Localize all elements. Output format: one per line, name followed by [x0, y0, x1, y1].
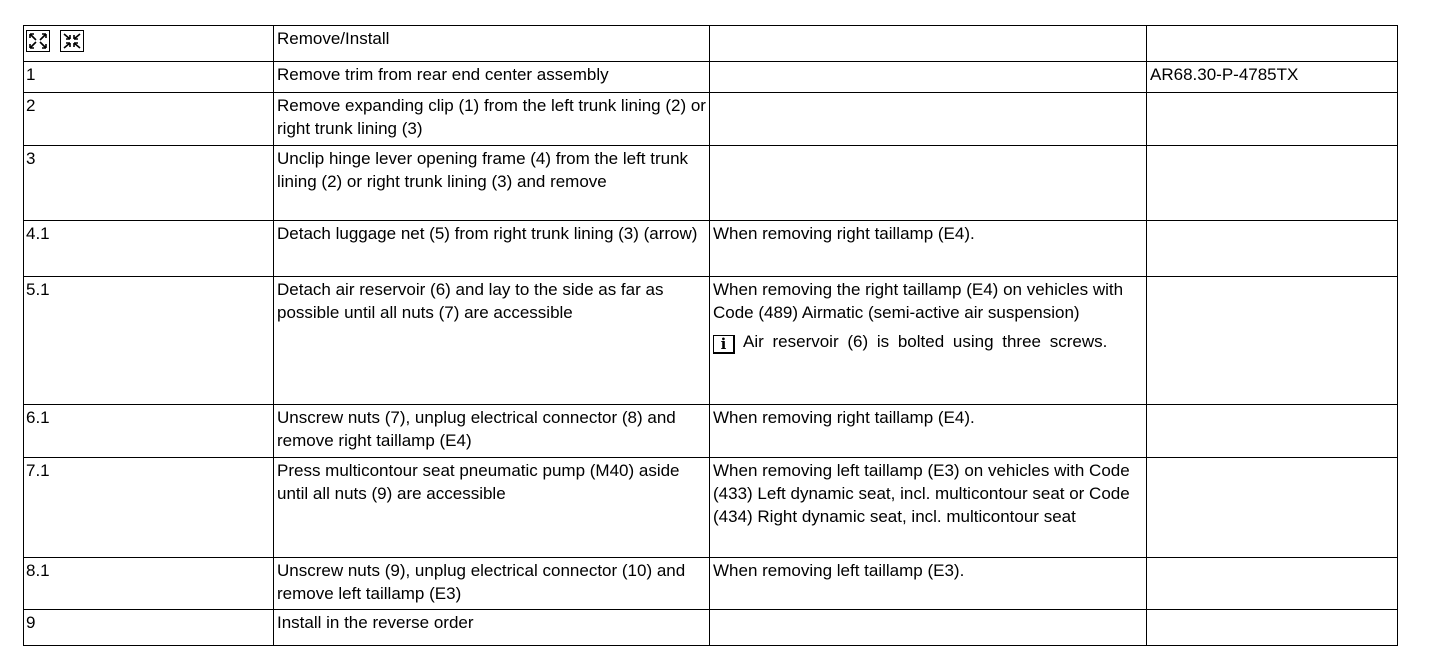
step-action: Press multicontour seat pneumatic pump (M40) aside until all nuts (9) are accessible [274, 458, 710, 558]
step-reference [1147, 458, 1398, 558]
step-condition [710, 610, 1147, 646]
step-action: Install in the reverse order [274, 610, 710, 646]
collapse-all-icon[interactable] [60, 30, 84, 52]
step-condition [710, 146, 1147, 221]
step-number: 7.1 [24, 458, 274, 558]
header-condition-cell [710, 26, 1147, 62]
step-reference [1147, 610, 1398, 646]
table-row [24, 277, 1398, 405]
step-condition-cell [710, 277, 1147, 405]
table-row [24, 458, 1398, 558]
step-action: Detach luggage net (5) from right trunk lining (3) (arrow) [274, 221, 710, 277]
table-row [24, 146, 1398, 221]
table-row [24, 405, 1398, 458]
info-icon: i [713, 335, 735, 354]
step-reference-link[interactable]: AR68.30-P-4785TX [1147, 62, 1398, 93]
table-row [24, 93, 1398, 146]
step-action: Detach air reservoir (6) and lay to the side as far as possible until all nuts (7) are accessible [274, 277, 710, 405]
table-row [24, 221, 1398, 277]
table-row [24, 558, 1398, 610]
table-row [24, 62, 1398, 93]
table-row [24, 610, 1398, 646]
step-reference [1147, 146, 1398, 221]
step-condition [710, 93, 1147, 146]
step-action: Remove trim from rear end center assembly [274, 62, 710, 93]
header-controls-cell [24, 26, 274, 62]
step-condition: When removing the right taillamp (E4) on vehicles with Code (489) Airmatic (semi-active air suspension) [713, 280, 1124, 322]
step-number: 6.1 [24, 405, 274, 458]
note-line [713, 330, 1143, 354]
step-action: Unclip hinge lever opening frame (4) from the left trunk lining (2) or right trunk lining (3) and remove [274, 146, 710, 221]
step-reference [1147, 558, 1398, 610]
step-condition: When removing left taillamp (E3). [710, 558, 1147, 610]
step-number: 4.1 [24, 221, 274, 277]
step-number: 5.1 [24, 277, 274, 405]
step-condition: When removing right taillamp (E4). [710, 405, 1147, 458]
header-reference-cell [1147, 26, 1398, 62]
step-condition: When removing left taillamp (E3) on vehicles with Code (433) Left dynamic seat, incl. multicontour seat or Code (434) Right dynamic seat, incl. multicontour seat [710, 458, 1147, 558]
step-condition: When removing right taillamp (E4). [710, 221, 1147, 277]
step-reference [1147, 221, 1398, 277]
expand-all-icon[interactable] [26, 30, 50, 52]
procedure-table [23, 25, 1398, 646]
header-title: Remove/Install [274, 26, 710, 62]
step-number: 1 [24, 62, 274, 93]
step-action: Remove expanding clip (1) from the left trunk lining (2) or right trunk lining (3) [274, 93, 710, 146]
table-header-row [24, 26, 1398, 62]
step-action: Unscrew nuts (9), unplug electrical connector (10) and remove left taillamp (E3) [274, 558, 710, 610]
step-number: 8.1 [24, 558, 274, 610]
step-number: 3 [24, 146, 274, 221]
step-number: 2 [24, 93, 274, 146]
step-reference [1147, 405, 1398, 458]
step-condition [710, 62, 1147, 93]
step-number: 9 [24, 610, 274, 646]
step-reference [1147, 93, 1398, 146]
step-action: Unscrew nuts (7), unplug electrical connector (8) and remove right taillamp (E4) [274, 405, 710, 458]
note-text: Air reservoir (6) is bolted using three screws. [743, 332, 1108, 351]
step-reference [1147, 277, 1398, 405]
